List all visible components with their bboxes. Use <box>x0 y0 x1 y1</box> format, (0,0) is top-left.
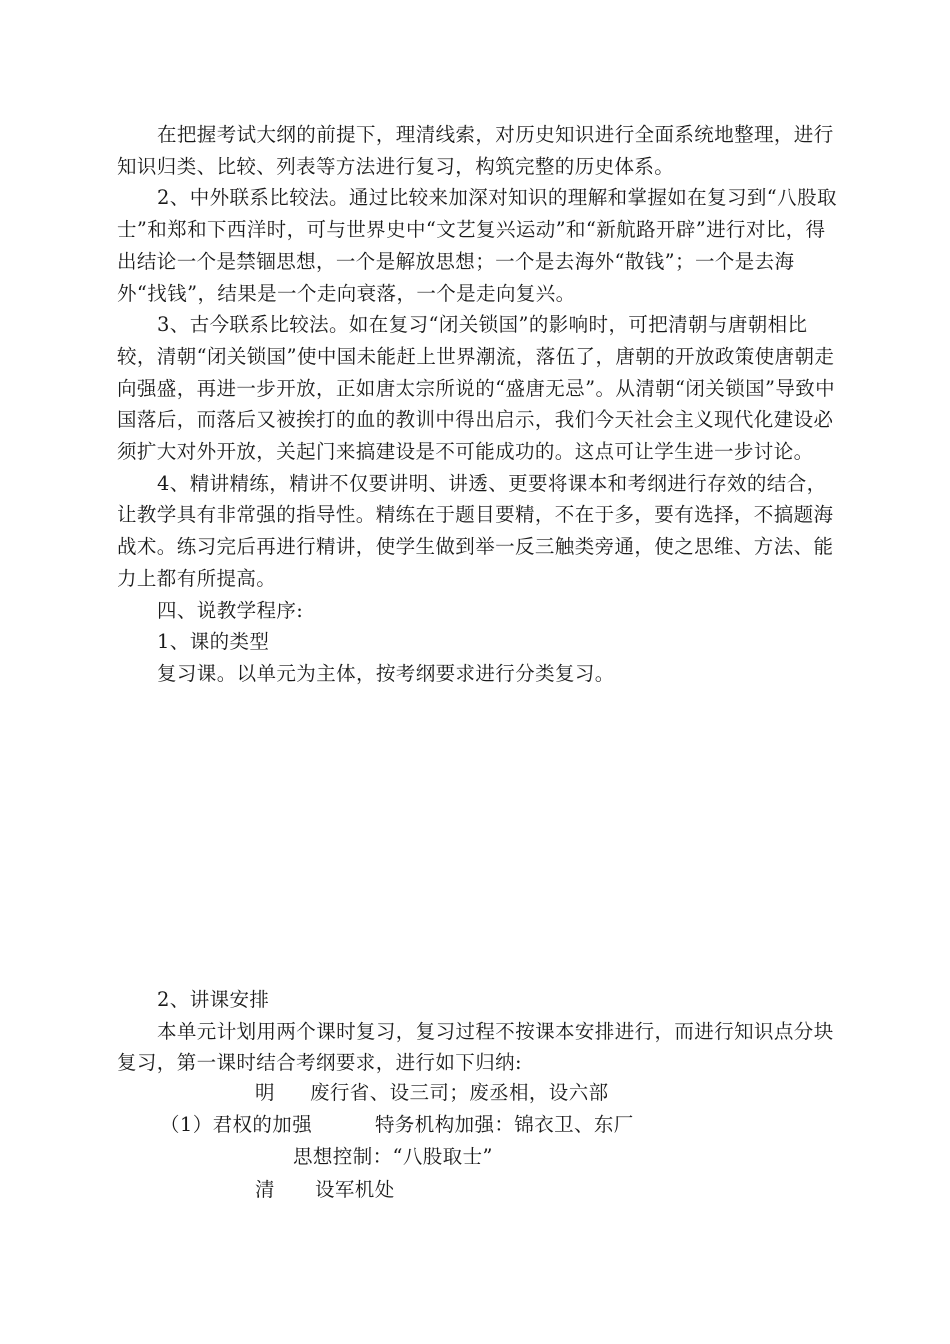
outline-point-label: （1）君权的加强 <box>160 1113 313 1136</box>
item-lesson-type-body: 复习课。以单元为主体，按考纲要求进行分类复习。 <box>157 661 615 685</box>
paragraph-group-bottom <box>117 984 837 1079</box>
paragraph-systematic-review: 在把握考试大纲的前提下，理清线索，对历史知识进行全面系统地整理，进行知识归类、比较、列表等方法进行复习，构筑完整的历史体系。 <box>117 123 834 178</box>
outline-qing-text: 设军机处 <box>315 1178 395 1201</box>
paragraph-ancient-modern-comparison: 3、古今联系比较法。如在复习“闭关锁国”的影响时，可把清朝与唐朝相比较，清朝“闭关锁国”使中国未能赶上世界潮流，落伍了，唐朝的开放政策使唐朝走向强盛，再进一步开放，正如唐太宗所说的“盛唐无忌”。从清朝“闭关锁国”导致中国落后，而落后又被挨打的血的教训中得出启示，我们今天社会主义现代化建设必须扩大对外开放，关起门来搞建设是不可能成功的。这点可让学生进一步讨论。 <box>117 313 836 464</box>
section-heading-teaching-procedure: 四、说教学程序: <box>157 598 304 622</box>
item-lesson-arrangement-body: 本单元计划用两个课时复习，复习过程不按课本安排进行，而进行知识点分块复习，第一课时结合考纲要求，进行如下归纳: <box>117 1019 834 1075</box>
outline-ming-text: 废行省、设三司；废丞相，设六部 <box>310 1081 609 1104</box>
paragraph-intensive-teaching: 4、精讲精练，精讲不仅要讲明、讲透、更要将课本和考纲进行存效的结合，让教学具有非常强的指导性。精练在于题目要精，不在于多，要有选择，不搞题海战术。练习完后再进行精讲，使学生做到举一反三触类旁通，使之思维、方法、能力上都有所提高。 <box>117 471 834 590</box>
item-lesson-arrangement-heading: 2、讲课安排 <box>157 988 270 1011</box>
outline-ming-label: 明 <box>255 1081 275 1104</box>
paragraph-comparison-method: 2、中外联系比较法。通过比较来加深对知识的理解和掌握如在复习到“八股取士”和郑和下西洋时，可与世界史中“文艺复兴运动”和“新航路开辟”进行对比，得出结论一个是禁锢思想，一个是解放思想；一个是去海外“散钱”；一个是去海外“找钱”，结果是一个走向衰落，一个是走向复兴。 <box>117 186 837 305</box>
outline-qing-label: 清 <box>255 1178 275 1201</box>
outline-thought-control: 思想控制：“八股取士” <box>293 1145 493 1168</box>
paragraph-group-top <box>117 119 837 690</box>
item-lesson-type-heading: 1、课的类型 <box>157 630 270 654</box>
outline-special-agency: 特务机构加强：锦衣卫、东厂 <box>375 1113 634 1136</box>
